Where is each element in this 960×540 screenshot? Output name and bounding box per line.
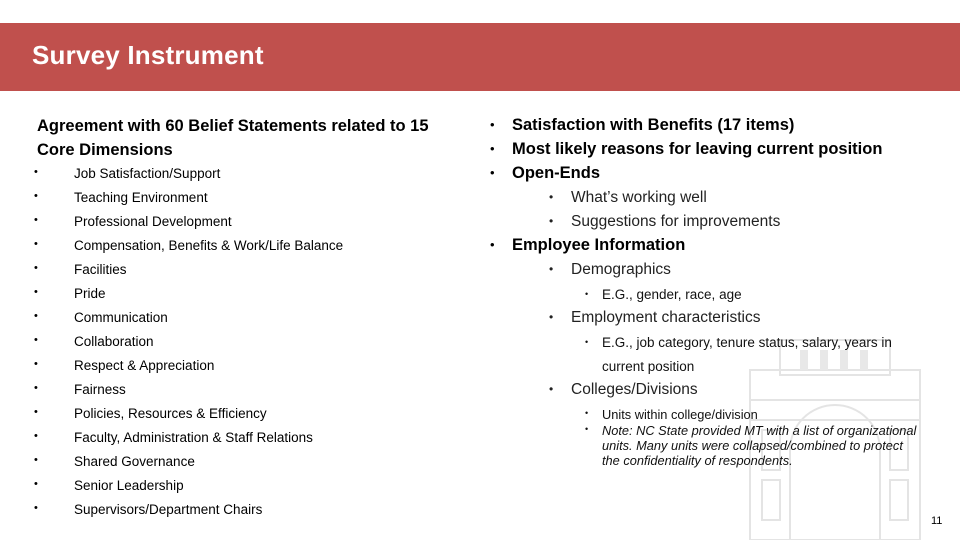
page-number: 11 — [931, 515, 943, 527]
bullet: • — [34, 286, 38, 298]
bullet: • — [34, 310, 38, 322]
bullet: • — [585, 424, 589, 434]
bullet: • — [585, 289, 589, 299]
left-heading: Agreement with 60 Belief Statements related to 15 Core Dimensions — [37, 117, 429, 159]
bullet: • — [34, 382, 38, 394]
bullet: • — [34, 406, 38, 418]
bullet: • — [34, 190, 38, 202]
employment-example-continued: current position — [602, 359, 695, 374]
bullet: • — [34, 262, 38, 274]
bullet: • — [34, 214, 38, 226]
bullet: • — [585, 337, 589, 347]
bullet: • — [34, 502, 38, 514]
slide-title: Survey Instrument — [32, 40, 264, 70]
bullet: • — [490, 141, 495, 156]
bullet: • — [549, 382, 554, 396]
bullet: • — [34, 430, 38, 442]
bullet: • — [490, 237, 495, 252]
bullet: • — [34, 334, 38, 346]
bullet: • — [549, 190, 554, 204]
bullet: • — [585, 408, 589, 418]
bullet: • — [34, 358, 38, 370]
bullet: • — [549, 310, 554, 324]
bullet: • — [549, 214, 554, 228]
bullet: • — [490, 117, 495, 132]
bullet: • — [549, 262, 554, 276]
bullet: • — [34, 238, 38, 250]
bullet: • — [34, 454, 38, 466]
bullet: • — [34, 478, 38, 490]
bullet: • — [34, 166, 38, 178]
bullet: • — [490, 165, 495, 180]
